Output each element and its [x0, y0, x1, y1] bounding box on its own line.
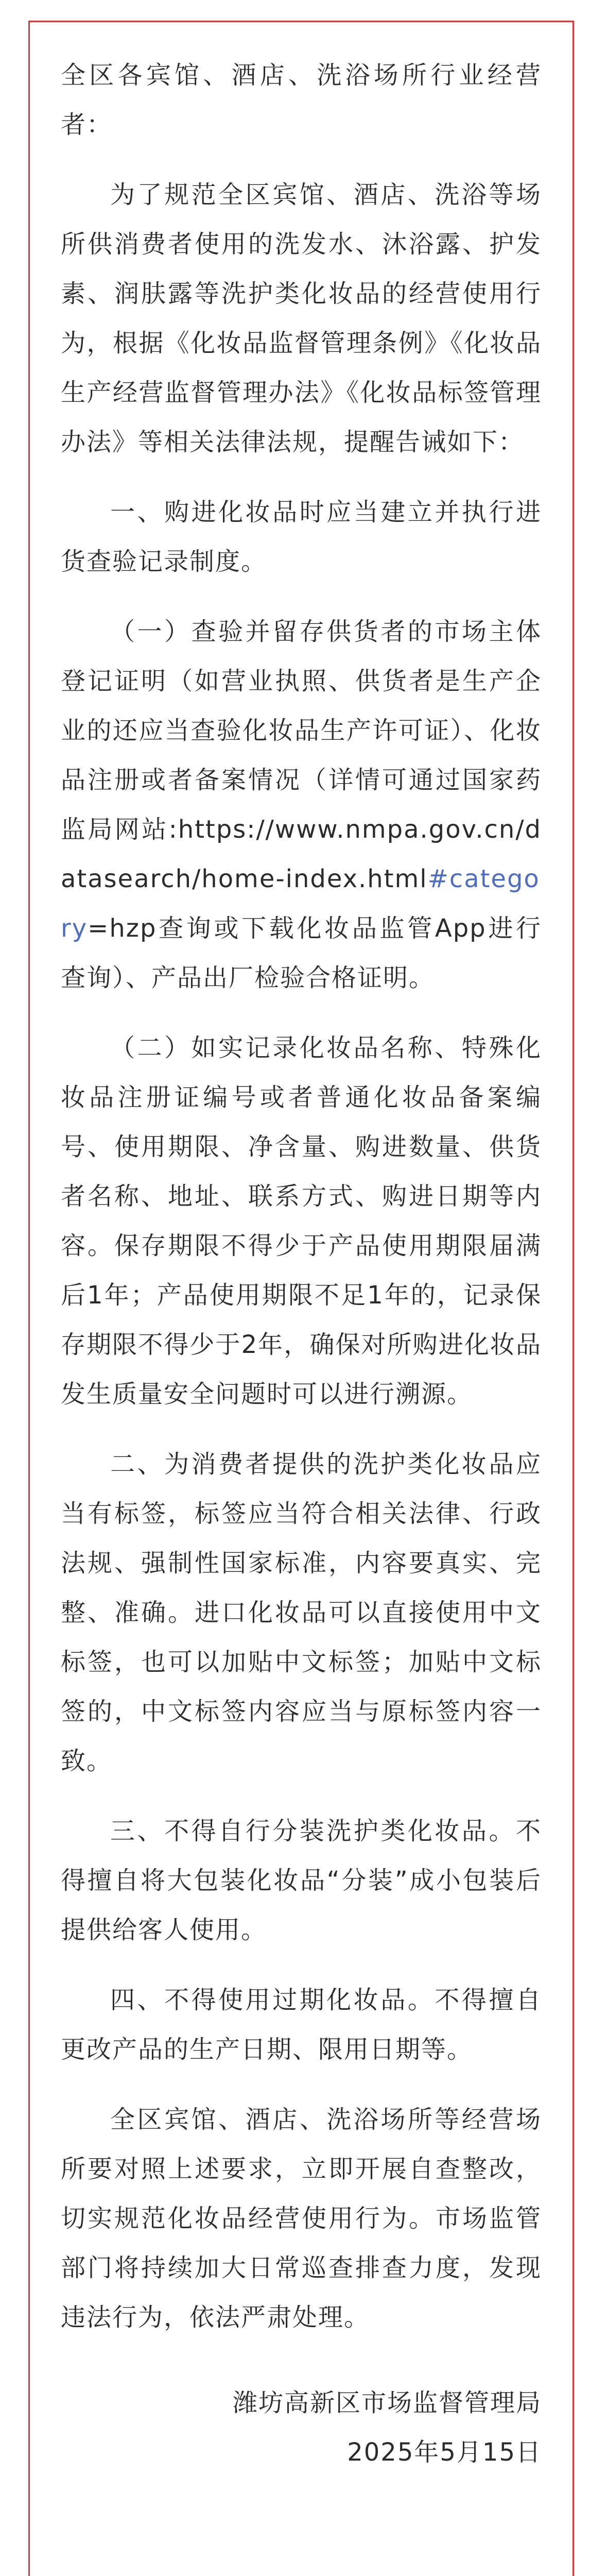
section-1-item-1-text: （一）查验并留存供货者的市场主体登记证明（如营业执照、供货者是生产企业的还应当查验化妆品生产许可证）、化妆品注册或者备案情况（详情可通过国家药监局网站:	[61, 617, 542, 844]
intro-paragraph: 为了规范全区宾馆、酒店、洗浴等场所供消费者使用的洗发水、沐浴露、护发素、润肤露等洗护类化妆品的经营使用行为，根据《化妆品监督管理条例》《化妆品生产经营监督管理办法》《化妆品标签管理办法》等相关法律法规，提醒告诫如下：	[61, 180, 542, 456]
nmpa-url-start: https://www.nmpa.gov.cn/datasearch/home-index.html	[61, 815, 542, 893]
nmpa-url-end: =hzp	[88, 914, 157, 943]
section-4: 四、不得使用过期化妆品。不得擅自更改产品的生产日期、限用日期等。	[61, 1986, 542, 2064]
section-1-item-2: （二）如实记录化妆品名称、特殊化妆品注册证编号或者普通化妆品备案编号、使用期限、净含量、购进数量、供货者名称、地址、联系方式、购进日期等内容。保存期限不得少于产品使用期限届满后1年；产品使用期限不足1年的，记录保存期限不得少于2年，确保对所购进化妆品发生质量安全问题时可以进行溯源。	[61, 1033, 542, 1409]
section-1-item-1-tail: 查询或下载化妆品监管App进行查询）、产品出厂检验合格证明。	[61, 914, 542, 992]
issue-date: 2025年5月15日	[347, 2438, 542, 2467]
issuer: 潍坊高新区市场监督管理局	[232, 2388, 542, 2417]
section-2: 二、为消费者提供的洗护类化妆品应当有标签，标签应当符合相关法律、行政法规、强制性国家标准，内容要真实、完整、准确。进口化妆品可以直接使用中文标签，也可以加贴中文标签；加贴中文标签的，中文标签内容应当与原标签内容一致。	[61, 1450, 542, 1775]
notice-frame	[28, 21, 574, 2576]
closing-paragraph: 全区宾馆、酒店、洗浴场所等经营场所要对照上述要求，立即开展自查整改，切实规范化妆品经营使用行为。市场监管部门将持续加大日常巡查排查力度，发现违法行为，依法严肃处理。	[61, 2105, 542, 2332]
section-1-item-1	[61, 607, 542, 1003]
section-3: 三、不得自行分装洗护类化妆品。不得擅自将大包装化妆品“分装”成小包装后提供给客人使用。	[61, 1817, 542, 1944]
signoff-block	[61, 2378, 542, 2477]
addressee: 全区各宾馆、酒店、洗浴场所行业经营者：	[61, 61, 542, 139]
notice-content	[61, 50, 542, 2477]
category-link[interactable]: #category	[61, 865, 540, 943]
section-1-title: 一、购进化妆品时应当建立并执行进货查验记录制度。	[61, 498, 542, 576]
